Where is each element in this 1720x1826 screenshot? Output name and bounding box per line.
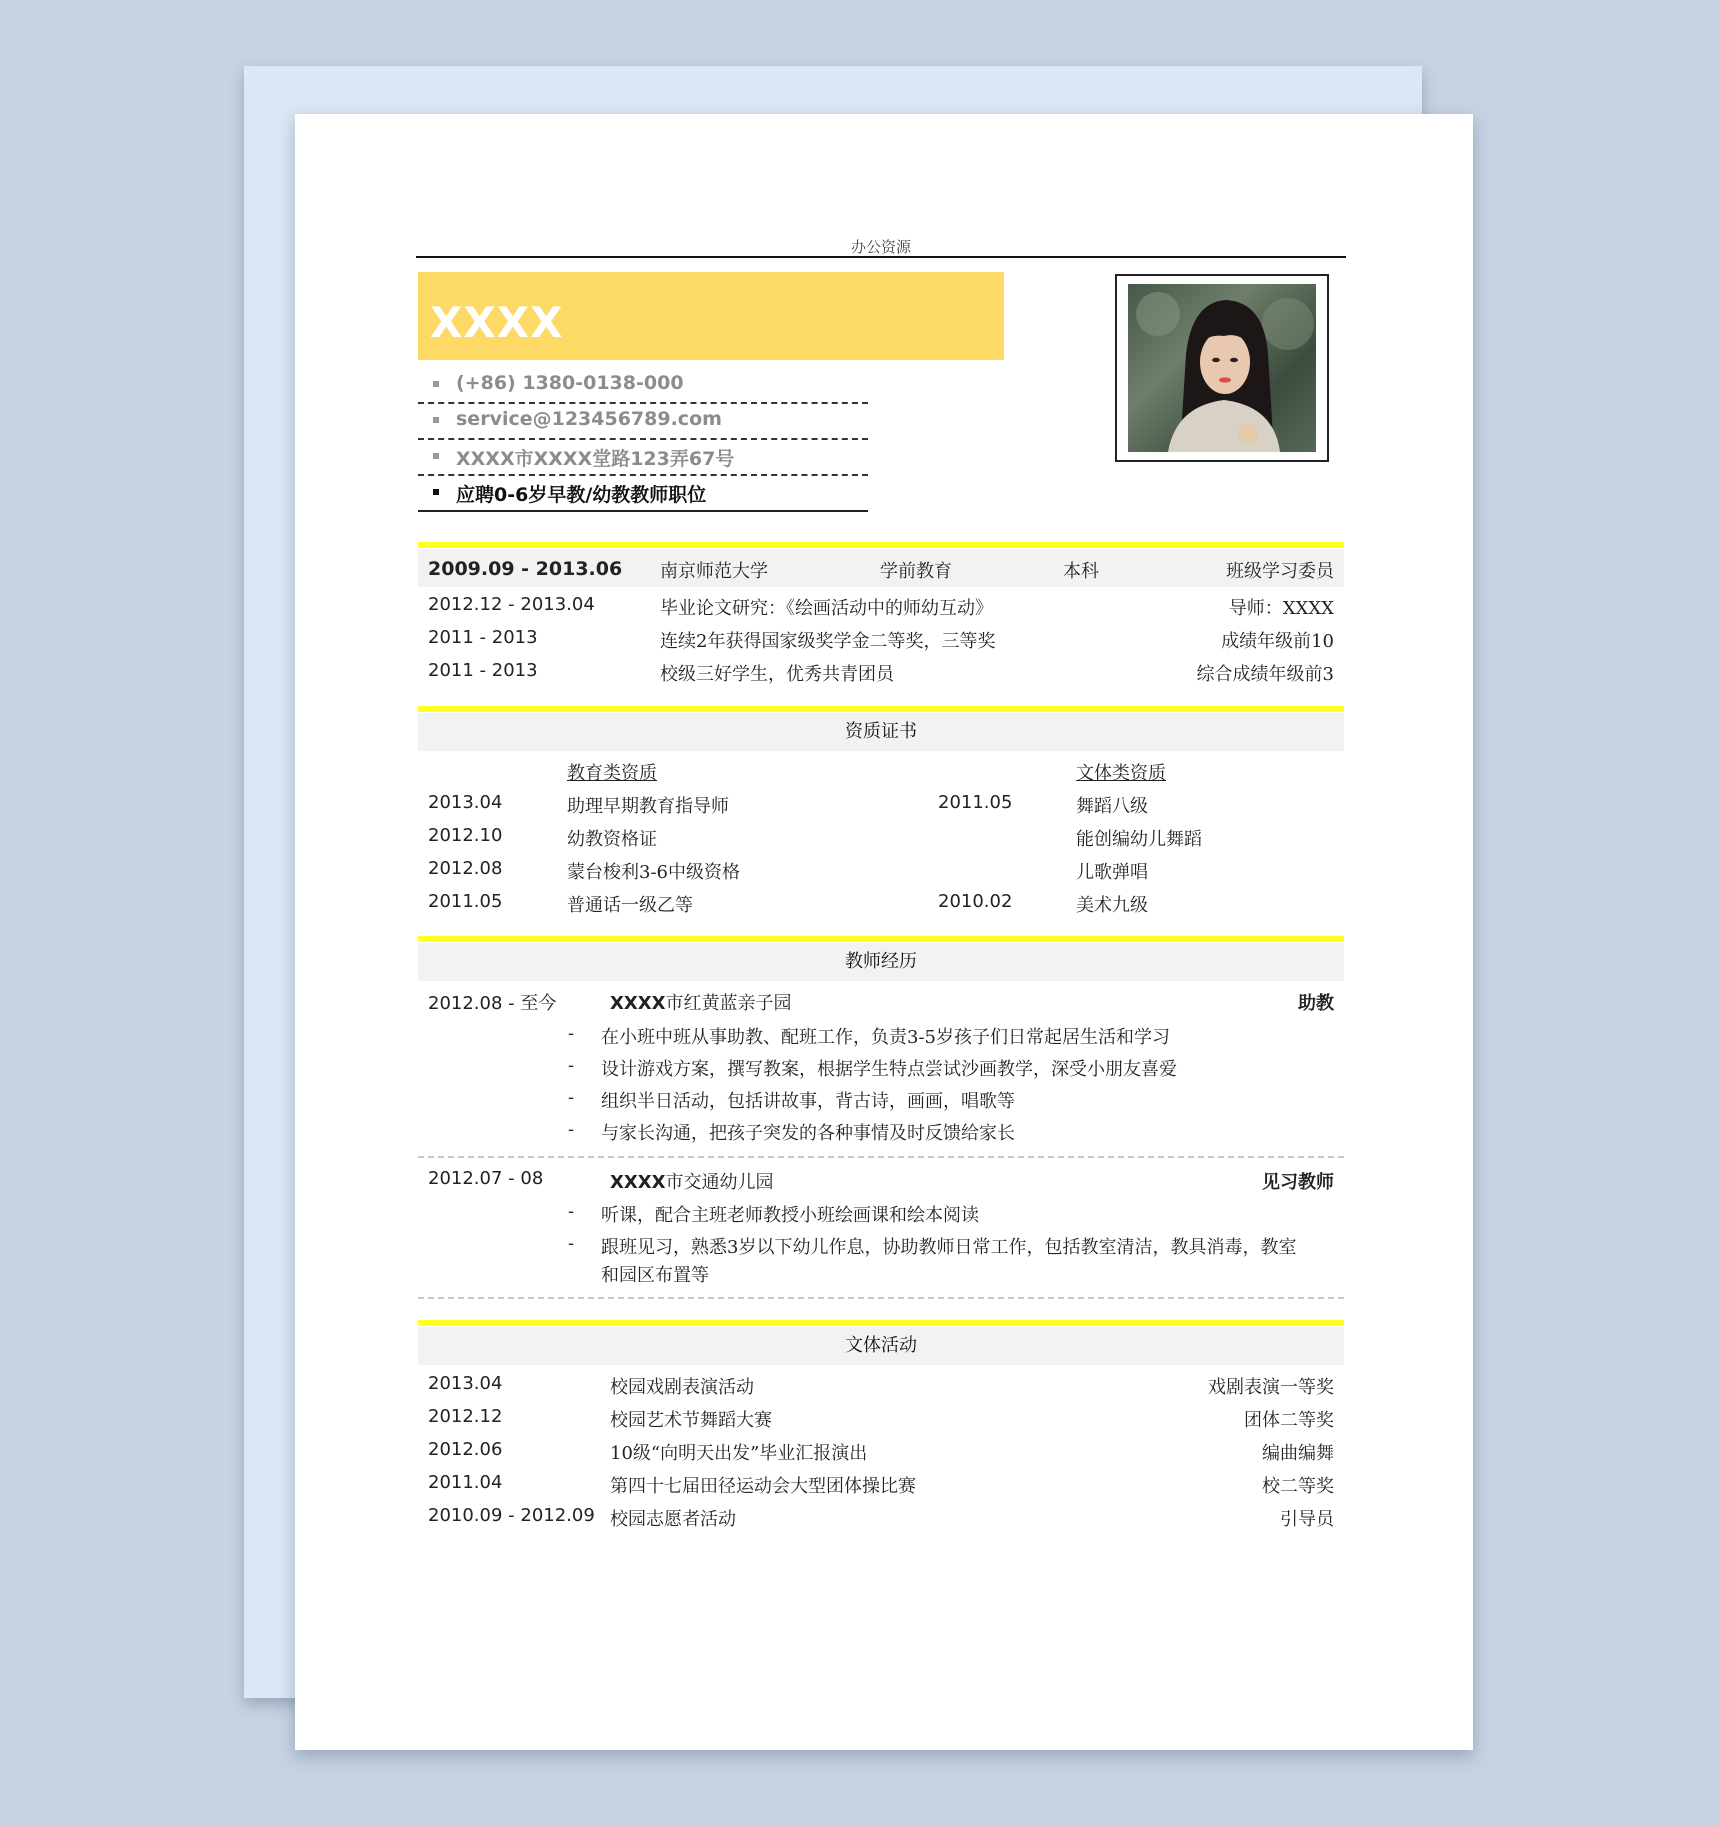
education-main-row [418, 549, 1344, 587]
activity-result: 引导员 [1280, 1509, 1334, 1530]
job-period: 2012.07 - 08 [428, 1168, 544, 1189]
activity-event: 10级“向明天出发”毕业汇报演出 [610, 1443, 868, 1464]
cert-date: 2012.08 [428, 858, 503, 879]
certs-subheading-row [418, 753, 1344, 785]
education-row-desc: 毕业论文研究：《绘画活动中的师幼互动》 [660, 598, 993, 619]
activity-date: 2012.12 [428, 1406, 503, 1427]
certs-accent-bar [418, 706, 1344, 712]
dash-marker: - [568, 1201, 575, 1222]
cert-date: 2011.05 [428, 891, 503, 912]
job-role: 见习教师 [1262, 1172, 1334, 1193]
activity-row [418, 1466, 1344, 1498]
activity-result: 编曲编舞 [1262, 1443, 1334, 1464]
education-row [418, 654, 1344, 686]
job-bullet: 跟班见习，熟悉3岁以下幼儿作息，协助教师日常工作，包括教室清洁，教具消毒，教室 [601, 1237, 1297, 1258]
activity-row [418, 1499, 1344, 1531]
activity-date: 2013.04 [428, 1373, 503, 1394]
art-cert-heading: 文体类资质 [1076, 763, 1166, 784]
cert-row [418, 885, 1344, 917]
activity-date: 2012.06 [428, 1439, 503, 1460]
activity-result: 校二等奖 [1262, 1476, 1334, 1497]
square-bullet-icon [433, 417, 439, 423]
job-bullet: 组织半日活动，包括讲故事，背古诗，画画，唱歌等 [601, 1091, 1015, 1112]
job-org-name: 市交通幼儿园 [665, 1172, 774, 1193]
activity-date: 2010.09 - 2012.09 [428, 1505, 595, 1526]
job-org-name: 市红黄蓝亲子园 [665, 993, 792, 1014]
square-bullet-icon [433, 489, 439, 495]
cert-name-2: 美术九级 [1076, 895, 1148, 916]
phone-text[interactable]: (+86) 1380-0138-000 [456, 372, 684, 394]
education-row-date: 2011 - 2013 [428, 627, 538, 648]
dash-marker: - [568, 1119, 575, 1140]
activity-result: 团体二等奖 [1244, 1410, 1334, 1431]
resume-page [295, 114, 1473, 1750]
header-text: 办公资源 [850, 238, 911, 256]
portrait-illustration [1128, 284, 1316, 452]
activity-row [418, 1433, 1344, 1465]
cert-name: 蒙台梭利3-6中级资格 [567, 862, 740, 883]
contact-address-row [418, 438, 868, 476]
dash-marker: - [568, 1023, 575, 1044]
dash-marker: - [568, 1087, 575, 1108]
activities-section-title: 文体活动 [418, 1327, 1344, 1365]
job-separator [418, 1297, 1344, 1299]
dash-marker: - [568, 1233, 575, 1254]
profile-photo [1128, 284, 1316, 452]
edu-cert-heading: 教育类资质 [567, 763, 657, 784]
education-row-note: 导师：XXXX [1228, 598, 1334, 619]
name-banner [418, 272, 1004, 360]
education-role: 班级学习委员 [1226, 561, 1334, 582]
activity-event: 校园艺术节舞蹈大赛 [610, 1410, 772, 1431]
contact-email-row [418, 402, 868, 440]
activity-row [418, 1367, 1344, 1399]
cert-name-2: 舞蹈八级 [1076, 796, 1148, 817]
activity-row [418, 1400, 1344, 1432]
job-header-row [418, 983, 1344, 1015]
job-bullet: 设计游戏方案，撰写教案，根据学生特点尝试沙画教学，深受小朋友喜爱 [601, 1059, 1177, 1080]
activity-event: 第四十七届田径运动会大型团体操比赛 [610, 1476, 916, 1497]
education-row-note: 成绩年级前10 [1221, 631, 1334, 652]
square-bullet-icon [433, 381, 439, 387]
activity-event: 校园志愿者活动 [610, 1509, 736, 1530]
cert-name-2: 能创编幼儿舞蹈 [1076, 829, 1202, 850]
education-school: 南京师范大学 [660, 561, 768, 582]
certs-section-title: 资质证书 [418, 713, 1344, 751]
cert-name: 幼教资格证 [567, 829, 657, 850]
education-row [418, 621, 1344, 653]
cert-name-2: 儿歌弹唱 [1076, 862, 1148, 883]
cert-name: 助理早期教育指导师 [567, 796, 729, 817]
activity-date: 2011.04 [428, 1472, 503, 1493]
cert-name: 普通话一级乙等 [567, 895, 693, 916]
candidate-name: XXXX [430, 298, 564, 347]
experience-section-title: 教师经历 [418, 943, 1344, 981]
activities-accent-bar [418, 1320, 1344, 1326]
education-degree: 本科 [1063, 561, 1099, 582]
activity-event: 校园戏剧表演活动 [610, 1377, 754, 1398]
cert-date-2: 2011.05 [938, 792, 1013, 813]
job-period: 2012.08 - 至今 [428, 993, 557, 1014]
job-bullet-continued: 和园区布置等 [601, 1265, 709, 1286]
job-bullet: 在小班中班从事助教、配班工作，负责3-5岁孩子们日常起居生活和学习 [601, 1027, 1170, 1048]
job-role: 助教 [1298, 993, 1334, 1014]
cert-date: 2013.04 [428, 792, 503, 813]
cert-row [418, 819, 1344, 851]
email-text[interactable]: service@123456789.com [456, 408, 722, 430]
objective-text: 应聘0-6岁早教/幼教教师职位 [456, 484, 707, 506]
education-row [418, 588, 1344, 620]
header-rule [416, 256, 1346, 258]
job-bullet: 与家长沟通，把孩子突发的各种事情及时反馈给家长 [601, 1123, 1015, 1144]
education-major: 学前教育 [880, 561, 952, 582]
education-row-date: 2011 - 2013 [428, 660, 538, 681]
job-org-prefix: XXXX [610, 993, 666, 1014]
education-row-desc: 校级三好学生，优秀共青团员 [660, 664, 894, 685]
experience-accent-bar [418, 936, 1344, 942]
education-accent-bar [418, 542, 1344, 548]
education-row-desc: 连续2年获得国家级奖学金二等奖，三等奖 [660, 631, 996, 652]
contact-phone-row [418, 366, 868, 404]
education-row-date: 2012.12 - 2013.04 [428, 594, 595, 615]
job-org-prefix: XXXX [610, 1172, 666, 1193]
job-separator [418, 1156, 1344, 1158]
cert-row [418, 786, 1344, 818]
activity-result: 戏剧表演一等奖 [1208, 1377, 1334, 1398]
job-header-row [418, 1162, 1344, 1194]
job-bullet: 听课，配合主班老师教授小班绘画课和绘本阅读 [601, 1205, 979, 1226]
cert-date: 2012.10 [428, 825, 503, 846]
dash-marker: - [568, 1055, 575, 1076]
profile-photo-frame [1115, 274, 1329, 462]
cert-row [418, 852, 1344, 884]
education-period: 2009.09 - 2013.06 [428, 558, 623, 580]
education-row-note: 综合成绩年级前3 [1196, 664, 1334, 685]
square-bullet-icon [433, 453, 439, 459]
cert-date-2: 2010.02 [938, 891, 1013, 912]
objective-row [418, 474, 868, 512]
address-text: XXXX市XXXX堂路123弄67号 [456, 448, 735, 470]
